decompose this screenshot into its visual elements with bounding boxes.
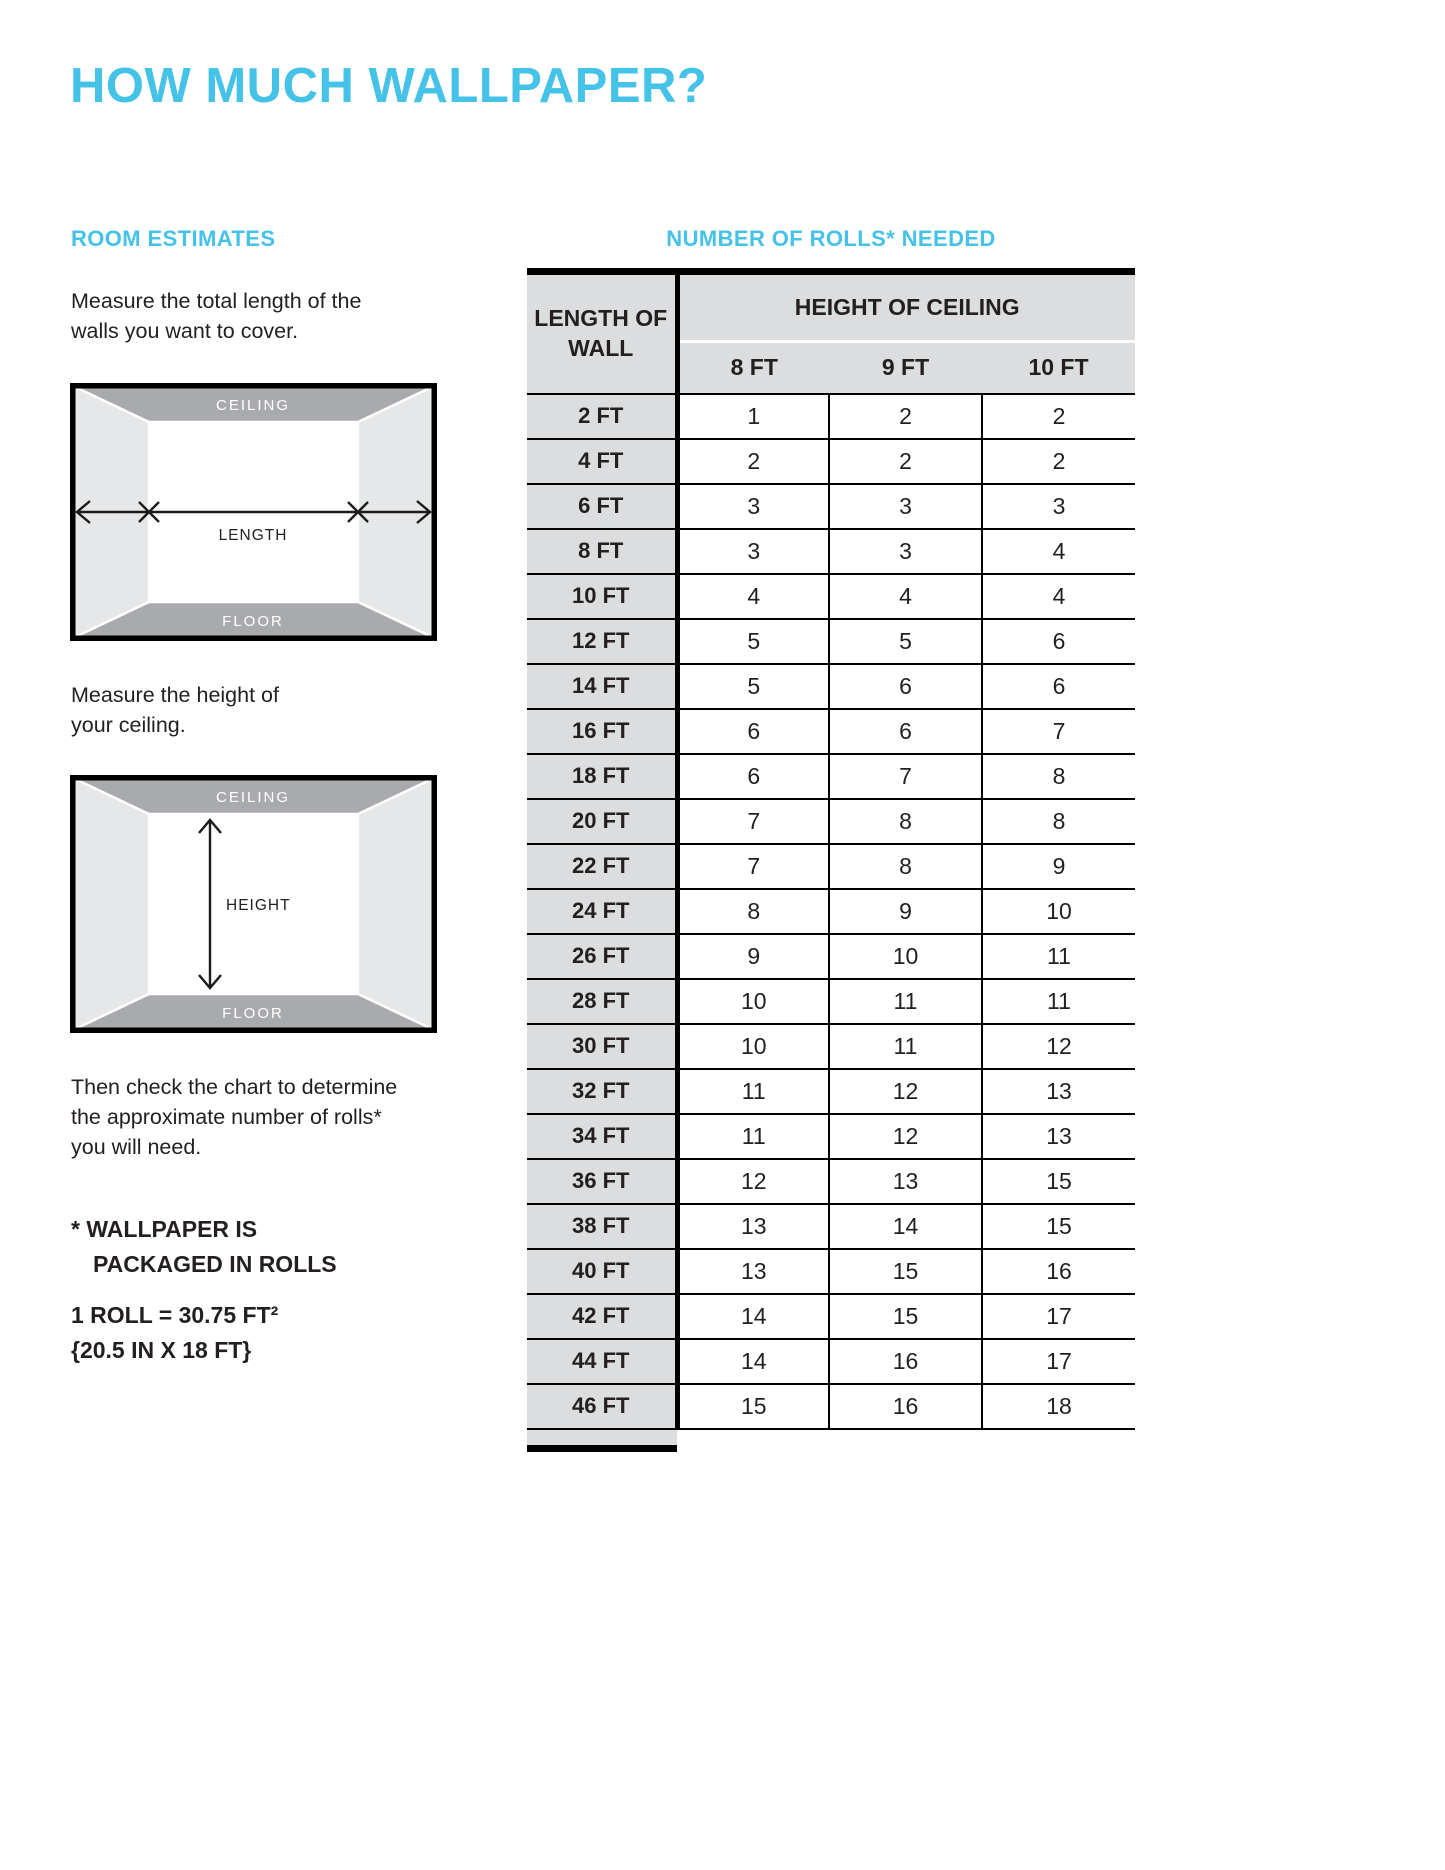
table-footer-stub	[527, 1430, 677, 1452]
row-value: 6	[829, 709, 982, 754]
left-wall-panel	[73, 778, 149, 1030]
row-value: 10	[677, 979, 829, 1024]
table-row	[527, 1069, 1135, 1114]
row-length: 16 FT	[527, 709, 677, 754]
row-value: 6	[677, 754, 829, 799]
row-length: 40 FT	[527, 1249, 677, 1294]
row-value: 2	[982, 394, 1135, 439]
row-value: 11	[677, 1114, 829, 1159]
row-value: 8	[829, 844, 982, 889]
height-of-ceiling-header: HEIGHT OF CEILING	[677, 272, 1135, 342]
roll-size-info	[71, 1298, 278, 1367]
row-value: 13	[829, 1159, 982, 1204]
rolls-table-wrap	[527, 268, 1135, 1452]
row-length: 20 FT	[527, 799, 677, 844]
row-value: 8	[677, 889, 829, 934]
table-row	[527, 1159, 1135, 1204]
row-value: 3	[829, 484, 982, 529]
rolls-footnote-line1: * WALLPAPER IS	[71, 1216, 258, 1242]
row-value: 13	[677, 1249, 829, 1294]
roll-size-line2: {20.5 IN X 18 FT}	[71, 1336, 252, 1363]
row-value: 10	[677, 1024, 829, 1069]
row-length: 24 FT	[527, 889, 677, 934]
row-value: 7	[982, 709, 1135, 754]
row-value: 8	[982, 799, 1135, 844]
table-row	[527, 889, 1135, 934]
row-length: 36 FT	[527, 1159, 677, 1204]
row-value: 17	[982, 1339, 1135, 1384]
row-value: 16	[982, 1249, 1135, 1294]
rolls-footnote-line2: PACKAGED IN ROLLS	[93, 1250, 337, 1277]
ceiling-label: CEILING	[215, 789, 291, 806]
row-value: 9	[829, 889, 982, 934]
right-wall-panel	[358, 778, 434, 1030]
row-value: 6	[982, 619, 1135, 664]
row-length: 26 FT	[527, 934, 677, 979]
row-value: 11	[829, 979, 982, 1024]
row-value: 7	[677, 799, 829, 844]
row-value: 5	[677, 664, 829, 709]
page-title: HOW MUCH WALLPAPER?	[70, 59, 708, 113]
row-value: 15	[829, 1249, 982, 1294]
row-value: 16	[829, 1339, 982, 1384]
row-value: 4	[829, 574, 982, 619]
room-height-diagram	[70, 775, 437, 1033]
room-length-diagram-svg	[70, 383, 437, 641]
row-length: 34 FT	[527, 1114, 677, 1159]
row-value: 13	[982, 1114, 1135, 1159]
ceiling-label: CEILING	[215, 397, 291, 414]
row-value: 5	[829, 619, 982, 664]
row-value: 7	[829, 754, 982, 799]
row-value: 3	[677, 484, 829, 529]
row-length: 4 FT	[527, 439, 677, 484]
table-row	[527, 484, 1135, 529]
row-value: 1	[677, 394, 829, 439]
floor-label: FLOOR	[222, 1005, 284, 1022]
row-value: 6	[677, 709, 829, 754]
row-length: 46 FT	[527, 1384, 677, 1429]
row-length: 6 FT	[527, 484, 677, 529]
row-value: 15	[829, 1294, 982, 1339]
row-value: 16	[829, 1384, 982, 1429]
floor-label: FLOOR	[222, 613, 284, 630]
row-value: 5	[677, 619, 829, 664]
table-row	[527, 619, 1135, 664]
col-header-8ft: 8 FT	[677, 342, 829, 394]
row-value: 3	[829, 529, 982, 574]
row-value: 17	[982, 1294, 1135, 1339]
row-value: 13	[982, 1069, 1135, 1114]
row-length: 42 FT	[527, 1294, 677, 1339]
row-value: 3	[982, 484, 1135, 529]
table-row	[527, 1024, 1135, 1069]
row-value: 4	[982, 574, 1135, 619]
rolls-needed-heading: NUMBER OF ROLLS* NEEDED	[666, 226, 996, 251]
row-value: 15	[982, 1159, 1135, 1204]
row-value: 12	[677, 1159, 829, 1204]
row-value: 12	[982, 1024, 1135, 1069]
row-value: 11	[982, 934, 1135, 979]
table-row	[527, 934, 1135, 979]
table-row	[527, 574, 1135, 619]
row-value: 18	[982, 1384, 1135, 1429]
row-length: 14 FT	[527, 664, 677, 709]
table-row	[527, 979, 1135, 1024]
row-length: 44 FT	[527, 1339, 677, 1384]
row-value: 12	[829, 1069, 982, 1114]
table-row	[527, 844, 1135, 889]
row-length: 18 FT	[527, 754, 677, 799]
row-value: 6	[829, 664, 982, 709]
rolls-footnote	[71, 1212, 337, 1281]
row-value: 2	[677, 439, 829, 484]
row-value: 6	[982, 664, 1135, 709]
height-label: HEIGHT	[226, 897, 291, 914]
row-value: 8	[982, 754, 1135, 799]
row-value: 4	[982, 529, 1135, 574]
table-row	[527, 1294, 1135, 1339]
table-row	[527, 394, 1135, 439]
roll-size-line1: 1 ROLL = 30.75 FT²	[71, 1302, 279, 1328]
table-row	[527, 1339, 1135, 1384]
check-chart-text: Then check the chart to determine the approximate number of rolls* you will need.	[71, 1075, 398, 1160]
row-length: 2 FT	[527, 394, 677, 439]
row-value: 15	[982, 1204, 1135, 1249]
row-value: 9	[982, 844, 1135, 889]
table-row	[527, 754, 1135, 799]
row-value: 9	[677, 934, 829, 979]
row-value: 2	[829, 439, 982, 484]
row-length: 38 FT	[527, 1204, 677, 1249]
row-value: 10	[829, 934, 982, 979]
row-value: 3	[677, 529, 829, 574]
row-value: 7	[677, 844, 829, 889]
table-header-row-1	[527, 272, 1135, 342]
col-header-9ft: 9 FT	[829, 342, 982, 394]
room-height-diagram-svg	[70, 775, 437, 1033]
row-length: 22 FT	[527, 844, 677, 889]
row-length: 12 FT	[527, 619, 677, 664]
row-length: 8 FT	[527, 529, 677, 574]
row-length: 32 FT	[527, 1069, 677, 1114]
row-value: 11	[677, 1069, 829, 1114]
table-row	[527, 1384, 1135, 1429]
length-of-wall-header: LENGTH OF WALL	[527, 272, 677, 394]
table-row	[527, 1249, 1135, 1294]
measure-length-text: Measure the total length of the walls you want to cover.	[71, 289, 362, 344]
length-label: LENGTH	[218, 527, 288, 544]
row-value: 11	[982, 979, 1135, 1024]
row-value: 2	[982, 439, 1135, 484]
row-value: 15	[677, 1384, 829, 1429]
table-row	[527, 1204, 1135, 1249]
table-row	[527, 529, 1135, 574]
table-row	[527, 709, 1135, 754]
table-row	[527, 1114, 1135, 1159]
table-row	[527, 439, 1135, 484]
rolls-table	[527, 268, 1135, 1430]
row-length: 10 FT	[527, 574, 677, 619]
row-length: 30 FT	[527, 1024, 677, 1069]
room-length-diagram	[70, 383, 437, 641]
row-value: 14	[677, 1339, 829, 1384]
col-header-10ft: 10 FT	[982, 342, 1135, 394]
row-value: 13	[677, 1204, 829, 1249]
row-value: 8	[829, 799, 982, 844]
row-value: 10	[982, 889, 1135, 934]
table-row	[527, 664, 1135, 709]
row-value: 14	[829, 1204, 982, 1249]
measure-height-text: Measure the height of your ceiling.	[71, 683, 279, 738]
row-value: 12	[829, 1114, 982, 1159]
row-value: 2	[829, 394, 982, 439]
row-value: 11	[829, 1024, 982, 1069]
row-length: 28 FT	[527, 979, 677, 1024]
room-estimates-heading: ROOM ESTIMATES	[71, 226, 276, 251]
rolls-table-body	[527, 394, 1135, 1429]
table-row	[527, 799, 1135, 844]
row-value: 4	[677, 574, 829, 619]
row-value: 14	[677, 1294, 829, 1339]
